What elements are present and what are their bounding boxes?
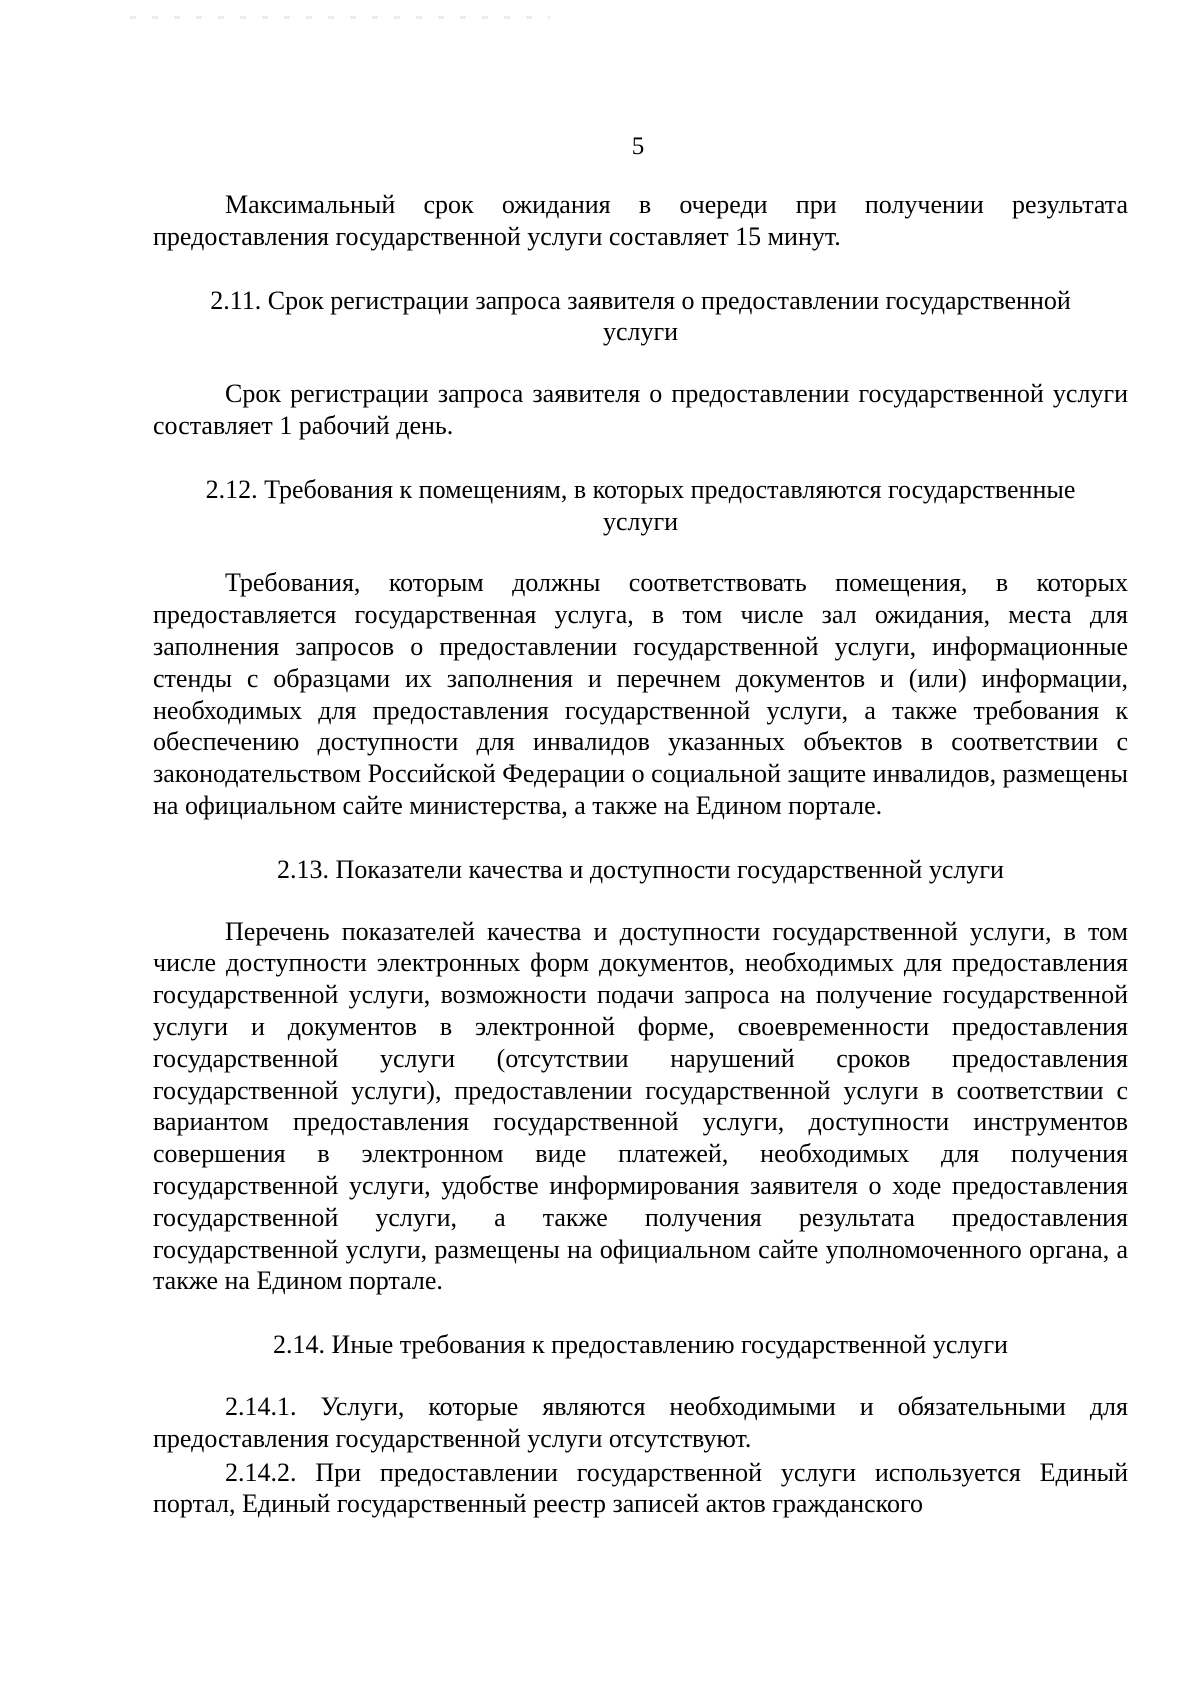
paragraph-2-14-2: 2.14.2. При предоставлении государственной услуги используется Единый портал, Единый государственный реестр записей актов гражданского	[153, 1457, 1128, 1519]
paragraph-quality-indicators: Перечень показателей качества и доступности государственной услуги, в том числе доступности электронных форм документов, необходимых для предоставления государственной услуги, возможности подачи запроса на получение государственной услуги и документов в электронной форме, своевременности предоставления государственной услуги (отсутствии нарушений сроков предоставления государственной услуги), предоставлении государственной услуги в соответствии с вариантом предоставления государственной услуги, доступности инструментов совершения в электронном виде платежей, необходимых для получения государственной услуги, удобстве информирования заявителя о ходе предоставления государственной услуги, а также получения результата предоставления государственной услуги, размещены на официальном сайте уполномоченного органа, а также на Едином портале.	[153, 916, 1128, 1296]
heading-2-11: 2.11. Срок регистрации запроса заявителя о предоставлении государственной услуги	[210, 285, 1071, 347]
paragraph-premises-requirements: Требования, которым должны соответствовать помещения, в которых предоставляется государственная услуга, в том числе зал ожидания, места для заполнения запросов о предоставлении государственной услуги, информационные стенды с образцами их заполнения и перечнем документов и (или) информации, необходимых для предоставления государственной услуги, а также требования к обеспечению доступности для инвалидов указанных объектов в соответствии с законодательством Российской Федерации о социальной защите инвалидов, размещены на официальном сайте министерства, а также на Едином портале.	[153, 568, 1128, 820]
page-number: 5	[631, 133, 645, 160]
paragraph-queue-wait-time: Максимальный срок ожидания в очереди при получении результата предоставления государственной услуги составляет 15 минут.	[153, 190, 1128, 251]
scan-artifact	[130, 16, 550, 19]
heading-2-13: 2.13. Показатели качества и доступности государственной услуги	[277, 854, 1004, 884]
paragraph-registration-term: Срок регистрации запроса заявителя о предоставлении государственной услуги составляет 1 рабочий день.	[153, 379, 1128, 440]
heading-2-12: 2.12. Требования к помещениям, в которых предоставляются государственные услуги	[205, 474, 1076, 536]
paragraph-2-14-1: 2.14.1. Услуги, которые являются необходимыми и обязательными для предоставления государственной услуги отсутствуют.	[153, 1391, 1128, 1453]
heading-2-14: 2.14. Иные требования к предоставлению государственной услуги	[273, 1330, 1008, 1360]
document-body	[153, 189, 1128, 1520]
